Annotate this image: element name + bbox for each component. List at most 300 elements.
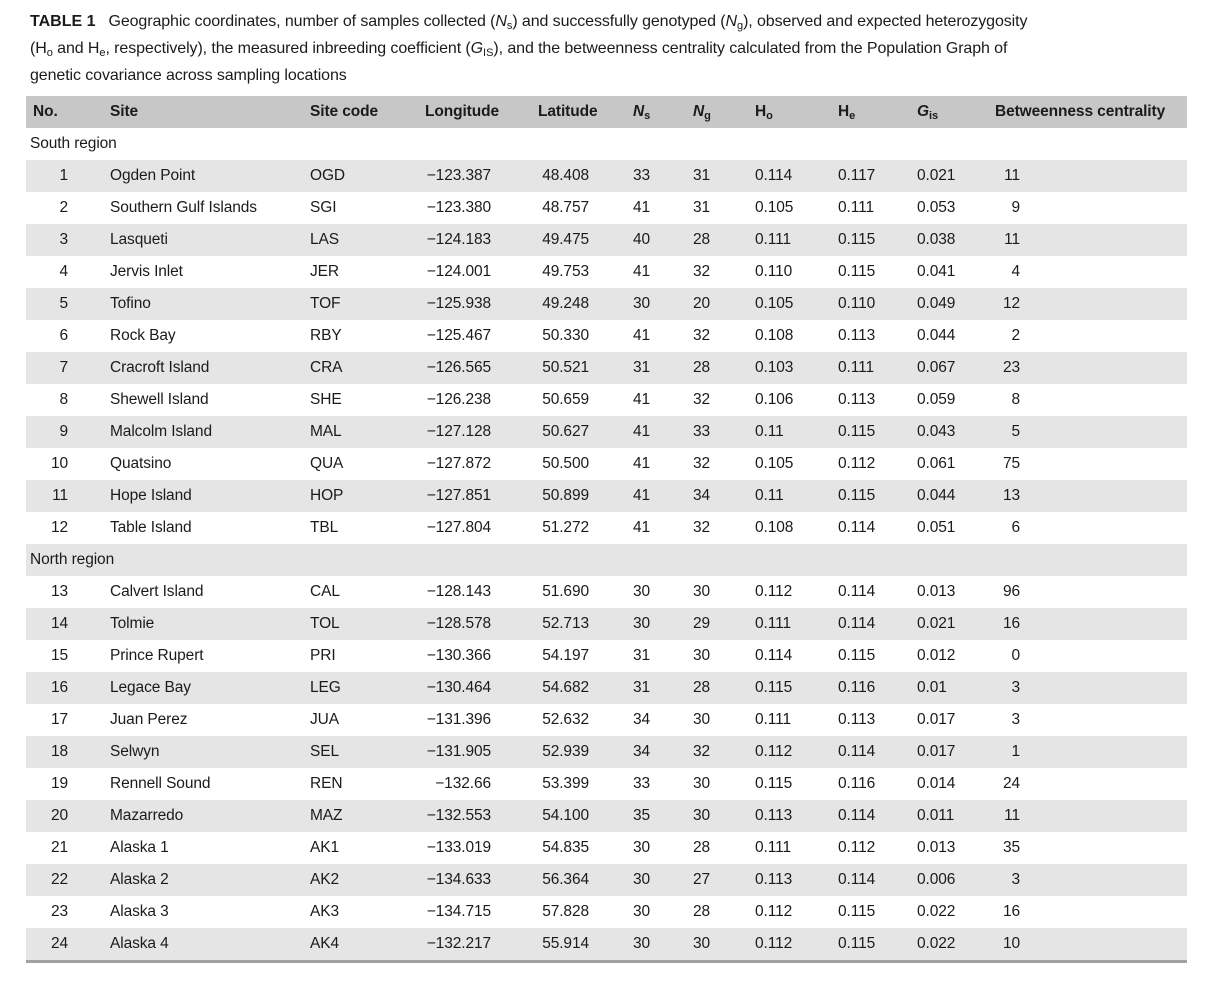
cell-ns: 30 [633, 288, 693, 320]
cell-lat: 50.899 [515, 480, 633, 512]
cell-ns: 31 [633, 647, 651, 664]
cell-gis: 0.021 [917, 608, 995, 640]
cell-he: 0.115 [838, 224, 917, 256]
cell-bc: 35 [1002, 839, 1020, 856]
cell-no: 13 [50, 583, 68, 600]
col-header-label: No. [33, 103, 58, 120]
cell-he: 0.115 [838, 480, 917, 512]
cell-gis: 0.067 [917, 352, 995, 384]
table-row [26, 800, 1187, 832]
col-header-label: Latitude [538, 103, 598, 120]
cell-no: 22 [26, 864, 76, 896]
col-header-label: H [755, 103, 767, 120]
cell-ng: 30 [693, 800, 755, 832]
cell-lat: 50.500 [542, 455, 589, 472]
table-row [26, 832, 1187, 864]
caption-line-3 [30, 62, 1190, 89]
caption-symbol-ng: N [725, 13, 737, 30]
table-row [26, 640, 1187, 672]
cell-lat: 52.713 [515, 608, 633, 640]
col-header-site [76, 96, 310, 128]
cell-lon: −125.467 [426, 327, 491, 344]
cell-lat: 53.399 [542, 775, 589, 792]
cell-site: Calvert Island [110, 583, 204, 600]
col-header-ho [755, 96, 838, 128]
section-label: North region [26, 544, 1187, 576]
table-row [26, 160, 1187, 192]
cell-no: 1 [26, 160, 76, 192]
cell-he: 0.113 [838, 711, 876, 728]
cell-site: Rennell Sound [110, 775, 211, 792]
cell-ng: 30 [693, 583, 711, 600]
table-row [26, 512, 1187, 544]
table-row [26, 928, 1187, 962]
cell-lon: −131.396 [426, 711, 491, 728]
caption-symbol-gis: G [470, 40, 484, 57]
table-row [26, 320, 1187, 352]
cell-he: 0.116 [838, 672, 917, 704]
col-header-ng [693, 96, 755, 128]
col-header-subscript: g [704, 110, 711, 122]
cell-code: HOP [310, 480, 425, 512]
cell-he: 0.115 [838, 928, 917, 962]
cell-no: 4 [59, 263, 68, 280]
cell-ng: 34 [693, 480, 755, 512]
cell-gis: 0.006 [917, 864, 995, 896]
cell-gis: 0.043 [917, 416, 995, 448]
cell-lon: −130.464 [425, 672, 515, 704]
cell-ho: 0.108 [755, 327, 794, 344]
cell-lon: −132.553 [425, 800, 515, 832]
cell-code: LAS [310, 224, 425, 256]
col-header-label: Betweenness centrality [995, 103, 1166, 120]
table-row [26, 352, 1187, 384]
cell-lat: 52.939 [515, 736, 633, 768]
table-row [26, 192, 1187, 224]
cell-ns: 30 [633, 928, 693, 962]
cell-gis: 0.059 [917, 391, 956, 408]
col-header-ns [633, 96, 693, 128]
cell-bc: 10 [995, 928, 1187, 962]
cell-ns: 30 [633, 864, 693, 896]
cell-bc: 12 [995, 288, 1187, 320]
col-header-label: H [838, 103, 850, 120]
cell-ho: 0.11 [755, 416, 838, 448]
cell-ng: 29 [693, 608, 755, 640]
cell-ng: 28 [693, 839, 711, 856]
cell-ns: 30 [633, 839, 651, 856]
cell-ng: 32 [693, 455, 711, 472]
cell-code: JUA [310, 711, 339, 728]
col-header-subscript: is [928, 110, 939, 122]
cell-ho: 0.105 [755, 288, 838, 320]
cell-gis: 0.017 [917, 736, 995, 768]
cell-site: Alaska 2 [76, 864, 310, 896]
cell-no: 6 [59, 327, 68, 344]
cell-ng: 31 [693, 199, 711, 216]
cell-ho: 0.112 [755, 928, 838, 962]
cell-bc: 24 [1002, 775, 1020, 792]
caption-sub-g: g [736, 20, 744, 32]
col-header-lon [425, 96, 515, 128]
cell-code: OGD [310, 160, 425, 192]
cell-ho: 0.108 [755, 519, 794, 536]
cell-lat: 54.197 [542, 647, 589, 664]
cell-gis: 0.038 [917, 224, 995, 256]
cell-gis: 0.021 [917, 160, 995, 192]
col-header-label: Site [110, 103, 139, 120]
cell-ho: 0.115 [755, 672, 838, 704]
cell-site: Hope Island [76, 480, 310, 512]
cell-no: 12 [50, 519, 68, 536]
cell-ng: 30 [693, 711, 711, 728]
cell-bc: 5 [995, 416, 1187, 448]
cell-lon: −123.387 [425, 160, 515, 192]
cell-no: 2 [59, 199, 68, 216]
cell-ns: 33 [633, 160, 693, 192]
cell-bc: 4 [1011, 263, 1020, 280]
caption-text: genetic covariance across sampling locations [30, 67, 347, 84]
cell-gis: 0.011 [917, 800, 995, 832]
cell-gis: 0.053 [917, 199, 956, 216]
col-header-gis [917, 96, 995, 128]
cell-ho: 0.112 [755, 736, 838, 768]
cell-bc: 11 [995, 224, 1187, 256]
table-row [26, 416, 1187, 448]
cell-lat: 54.682 [515, 672, 633, 704]
col-header-code [310, 96, 425, 128]
caption-line-2 [30, 35, 1190, 62]
cell-ns: 35 [633, 800, 693, 832]
cell-ns: 34 [633, 711, 651, 728]
cell-ns: 31 [633, 352, 693, 384]
header-row [26, 96, 1187, 128]
cell-lon: −124.183 [425, 224, 515, 256]
caption-symbol-he: and H [52, 40, 100, 57]
col-header-he [838, 96, 917, 128]
cell-no: 10 [50, 455, 68, 472]
cell-site: Ogden Point [76, 160, 310, 192]
cell-site: Alaska 3 [110, 903, 169, 920]
cell-lon: −131.905 [425, 736, 515, 768]
caption-sub-is: IS [483, 47, 494, 59]
cell-code: JER [310, 263, 339, 280]
cell-gis: 0.044 [917, 480, 995, 512]
cell-ng: 32 [693, 736, 755, 768]
cell-lat: 51.272 [542, 519, 589, 536]
cell-code: SHE [310, 391, 342, 408]
cell-ng: 28 [693, 224, 755, 256]
table-row [26, 768, 1187, 800]
table-row [26, 608, 1187, 640]
cell-code: TBL [310, 519, 339, 536]
cell-lat: 48.408 [515, 160, 633, 192]
cell-lat: 50.330 [542, 327, 589, 344]
cell-ns: 41 [633, 199, 651, 216]
cell-he: 0.115 [838, 416, 917, 448]
cell-lon: −130.366 [426, 647, 491, 664]
caption-text: ) and successfully genotyped ( [512, 13, 726, 30]
cell-lat: 57.828 [542, 903, 589, 920]
table-row [26, 448, 1187, 480]
cell-lon: −127.804 [426, 519, 491, 536]
cell-ns: 40 [633, 224, 693, 256]
cell-ho: 0.112 [755, 903, 793, 920]
cell-no: 11 [26, 480, 76, 512]
cell-ns: 41 [633, 263, 651, 280]
cell-gis: 0.022 [917, 928, 995, 962]
cell-lon: −124.001 [426, 263, 491, 280]
cell-ho: 0.106 [755, 391, 794, 408]
cell-code: SGI [310, 199, 337, 216]
cell-lon: −128.578 [425, 608, 515, 640]
cell-no: 16 [26, 672, 76, 704]
cell-gis: 0.01 [917, 672, 995, 704]
cell-ho: 0.105 [755, 199, 794, 216]
caption-sub-o: o [46, 47, 53, 59]
cell-gis: 0.061 [917, 455, 956, 472]
cell-site: Alaska 4 [76, 928, 310, 962]
cell-code: SEL [310, 736, 425, 768]
cell-ho: 0.103 [755, 352, 838, 384]
table-body [26, 128, 1187, 962]
cell-lat: 50.659 [542, 391, 589, 408]
col-header-subscript: e [849, 110, 856, 122]
cell-lon: −132.217 [425, 928, 515, 962]
table-row [26, 576, 1187, 608]
cell-ng: 20 [693, 288, 755, 320]
cell-no: 9 [26, 416, 76, 448]
cell-bc: 3 [995, 864, 1187, 896]
col-header-subscript: s [644, 110, 651, 122]
cell-code: AK1 [310, 839, 339, 856]
cell-bc: 96 [1002, 583, 1020, 600]
cell-ho: 0.114 [755, 647, 793, 664]
cell-ns: 41 [633, 416, 693, 448]
cell-lon: −125.938 [425, 288, 515, 320]
cell-he: 0.117 [838, 160, 917, 192]
table-row [26, 224, 1187, 256]
cell-he: 0.116 [838, 775, 876, 792]
cell-lat: 49.248 [515, 288, 633, 320]
table-row [26, 736, 1187, 768]
col-header-label: N [633, 103, 645, 120]
data-table [26, 96, 1187, 963]
section-label: South region [30, 135, 117, 152]
cell-he: 0.110 [838, 288, 917, 320]
cell-ho: 0.110 [755, 263, 793, 280]
cell-bc: 0 [1011, 647, 1020, 664]
cell-ho: 0.11 [755, 480, 838, 512]
cell-bc: 3 [995, 672, 1187, 704]
cell-bc: 75 [1002, 455, 1020, 472]
cell-gis: 0.013 [917, 839, 956, 856]
cell-ho: 0.114 [755, 160, 838, 192]
cell-code: AK4 [310, 928, 425, 962]
cell-gis: 0.017 [917, 711, 956, 728]
cell-lon: −128.143 [426, 583, 491, 600]
cell-ng: 32 [693, 327, 711, 344]
cell-lat: 52.632 [542, 711, 589, 728]
col-header-bc [995, 96, 1187, 128]
section-row [26, 128, 1187, 160]
cell-lat: 50.627 [515, 416, 633, 448]
table-row [26, 864, 1187, 896]
col-header-no [26, 96, 76, 128]
cell-site: Shewell Island [110, 391, 209, 408]
cell-code: CAL [310, 583, 340, 600]
cell-lat: 50.521 [515, 352, 633, 384]
cell-lon: −126.238 [426, 391, 491, 408]
cell-no: 18 [26, 736, 76, 768]
cell-ng: 28 [693, 352, 755, 384]
cell-lon: −127.851 [425, 480, 515, 512]
cell-lat: 51.690 [542, 583, 589, 600]
cell-lat: 49.475 [515, 224, 633, 256]
cell-ns: 41 [633, 480, 693, 512]
cell-code: MAZ [310, 800, 425, 832]
cell-he: 0.114 [838, 519, 876, 536]
cell-ho: 0.111 [755, 224, 838, 256]
cell-bc: 23 [995, 352, 1187, 384]
cell-no: 14 [26, 608, 76, 640]
cell-code: PRI [310, 647, 336, 664]
caption-sub-s: s [506, 20, 513, 32]
col-header-label: Site code [310, 103, 379, 120]
cell-ng: 32 [693, 263, 711, 280]
cell-site: Alaska 1 [110, 839, 169, 856]
cell-lon: −127.128 [425, 416, 515, 448]
cell-lat: 56.364 [515, 864, 633, 896]
cell-bc: 3 [1011, 711, 1020, 728]
cell-no: 15 [50, 647, 68, 664]
cell-no: 5 [26, 288, 76, 320]
col-header-label: G [917, 103, 929, 120]
cell-ng: 32 [693, 519, 711, 536]
cell-ng: 33 [693, 416, 755, 448]
cell-site: Malcolm Island [76, 416, 310, 448]
cell-ns: 30 [633, 583, 651, 600]
cell-he: 0.114 [838, 736, 917, 768]
cell-he: 0.115 [838, 647, 876, 664]
cell-code: REN [310, 775, 343, 792]
caption-text: , respectively), the measured inbreeding coefficient ( [105, 40, 471, 57]
cell-lat: 54.835 [542, 839, 589, 856]
cell-code: LEG [310, 672, 425, 704]
cell-code: MAL [310, 416, 425, 448]
cell-site: Rock Bay [110, 327, 176, 344]
cell-ng: 30 [693, 775, 711, 792]
caption-symbol-ho: (H [30, 40, 47, 57]
cell-lon: −134.715 [426, 903, 491, 920]
caption-sub-e: e [99, 47, 106, 59]
cell-lon: −134.633 [425, 864, 515, 896]
cell-code: QUA [310, 455, 344, 472]
caption-line-1 [30, 8, 1190, 35]
cell-ng: 32 [693, 391, 711, 408]
cell-he: 0.111 [838, 352, 917, 384]
cell-ns: 33 [633, 775, 651, 792]
col-header-label: Longitude [425, 103, 499, 120]
cell-ng: 27 [693, 864, 755, 896]
table-row [26, 672, 1187, 704]
cell-bc: 6 [1011, 519, 1020, 536]
cell-site: Tofino [76, 288, 310, 320]
cell-gis: 0.041 [917, 263, 956, 280]
cell-ns: 31 [633, 672, 693, 704]
cell-ng: 30 [693, 928, 755, 962]
cell-gis: 0.044 [917, 327, 956, 344]
col-header-label: N [693, 103, 705, 120]
cell-ns: 41 [633, 327, 651, 344]
cell-he: 0.112 [838, 839, 876, 856]
cell-he: 0.113 [838, 327, 876, 344]
cell-site: Quatsino [110, 455, 172, 472]
cell-gis: 0.051 [917, 519, 956, 536]
cell-no: 17 [50, 711, 68, 728]
cell-gis: 0.049 [917, 288, 995, 320]
table-row [26, 896, 1187, 928]
cell-he: 0.113 [838, 391, 876, 408]
cell-ho: 0.111 [755, 608, 838, 640]
cell-site: Tolmie [76, 608, 310, 640]
cell-code: CRA [310, 352, 425, 384]
table-row [26, 288, 1187, 320]
cell-lat: 49.753 [542, 263, 589, 280]
cell-bc: 13 [995, 480, 1187, 512]
cell-lon: −132.66 [435, 775, 491, 792]
cell-gis: 0.013 [917, 583, 956, 600]
cell-site: Legace Bay [76, 672, 310, 704]
cell-bc: 11 [995, 160, 1187, 192]
cell-bc: 11 [995, 800, 1187, 832]
cell-no: 8 [59, 391, 68, 408]
caption-text: ), observed and expected heterozygosity [743, 13, 1028, 30]
cell-site: Juan Perez [110, 711, 188, 728]
cell-ng: 30 [693, 647, 711, 664]
cell-he: 0.114 [838, 864, 917, 896]
cell-he: 0.115 [838, 903, 876, 920]
table-row [26, 704, 1187, 736]
cell-gis: 0.014 [917, 775, 956, 792]
cell-ho: 0.111 [755, 711, 791, 728]
table-row [26, 384, 1187, 416]
caption-text: ), and the betweenness centrality calculated from the Population Graph of [493, 40, 1008, 57]
cell-he: 0.111 [838, 199, 874, 216]
cell-he: 0.114 [838, 583, 876, 600]
cell-code: AK2 [310, 864, 425, 896]
cell-ns: 41 [633, 519, 651, 536]
cell-code: AK3 [310, 903, 339, 920]
cell-ns: 41 [633, 455, 651, 472]
col-header-lat [515, 96, 633, 128]
cell-site: Southern Gulf Islands [110, 199, 257, 216]
cell-ns: 30 [633, 903, 651, 920]
cell-ho: 0.111 [755, 839, 791, 856]
cell-ng: 31 [693, 160, 755, 192]
section-row [26, 544, 1187, 576]
cell-ns: 34 [633, 736, 693, 768]
cell-ho: 0.105 [755, 455, 794, 472]
cell-he: 0.112 [838, 455, 876, 472]
cell-no: 21 [50, 839, 68, 856]
cell-lon: −127.872 [426, 455, 491, 472]
cell-bc: 16 [995, 608, 1187, 640]
table-header [26, 96, 1187, 128]
cell-ng: 28 [693, 903, 711, 920]
cell-no: 24 [26, 928, 76, 962]
cell-site: Prince Rupert [110, 647, 204, 664]
